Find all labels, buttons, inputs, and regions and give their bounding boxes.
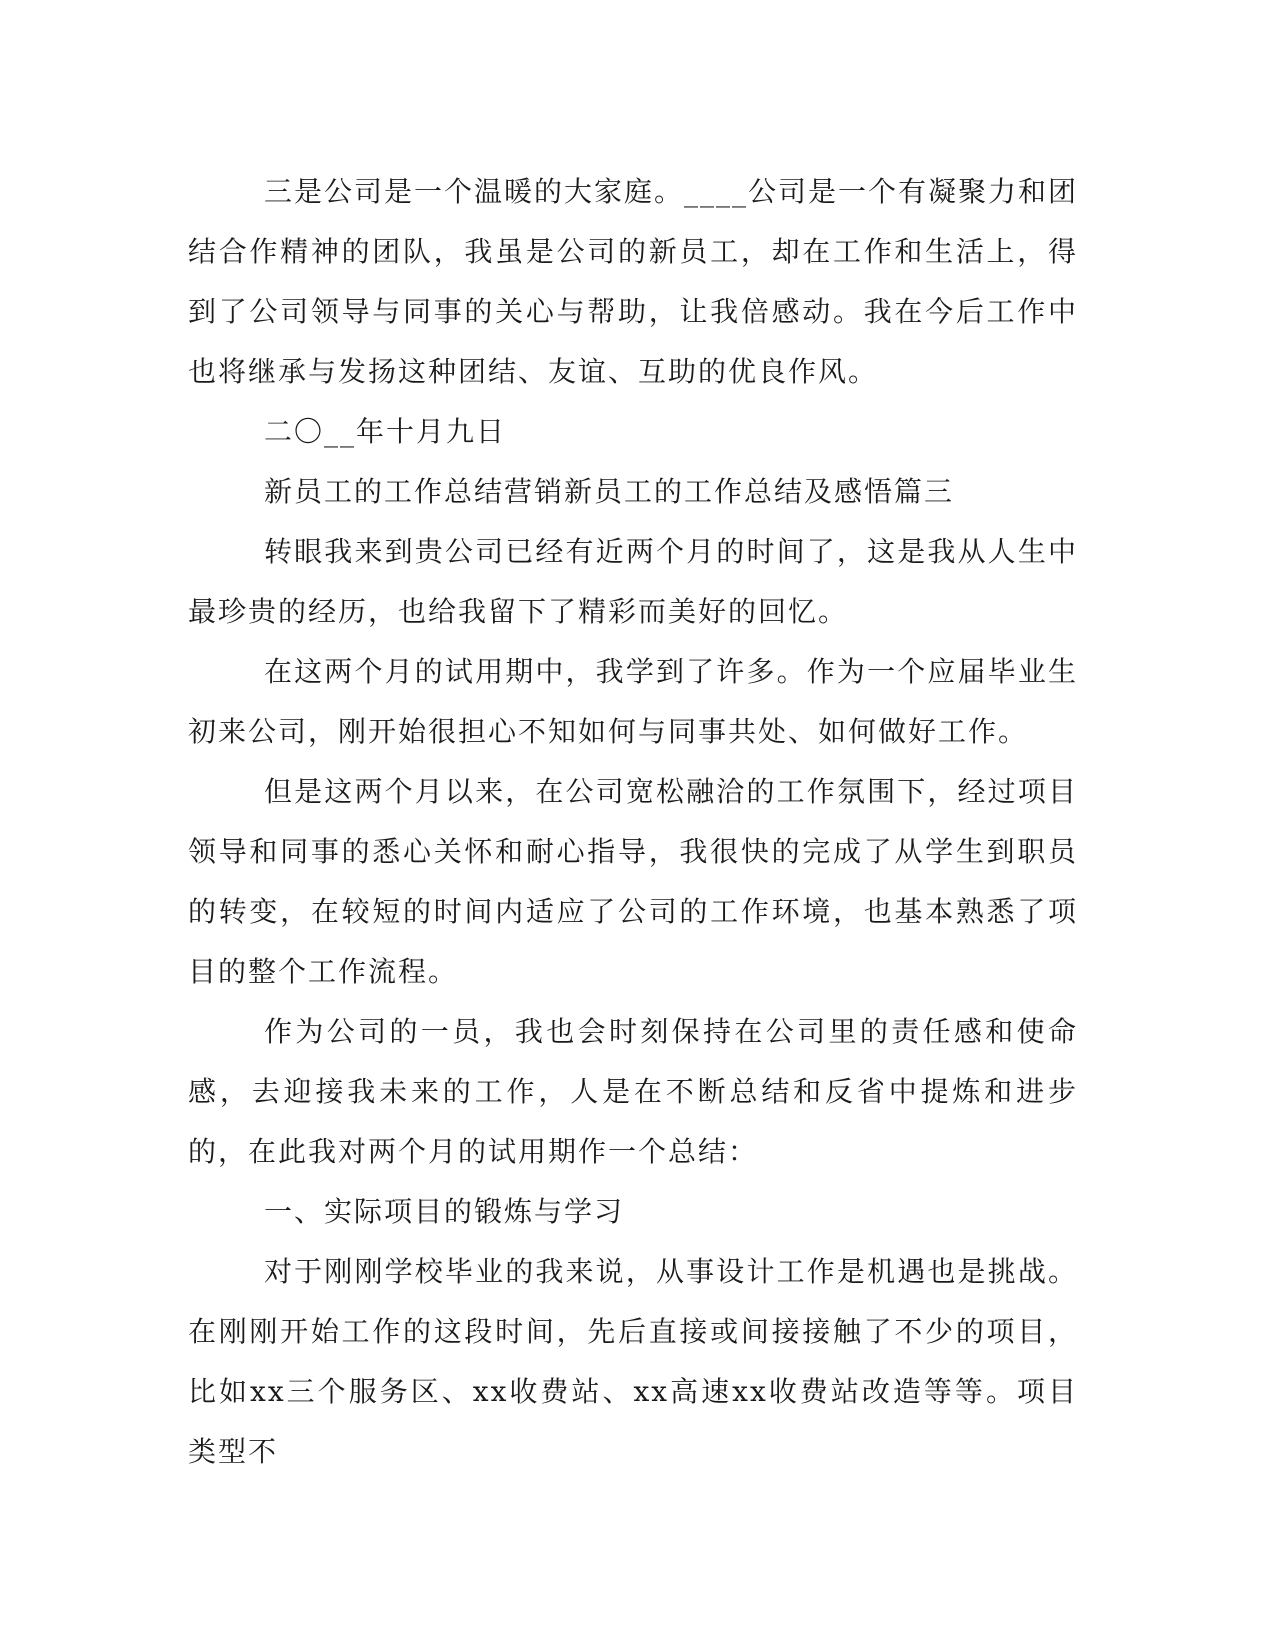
paragraph-probation-learning: 在这两个月的试用期中，我学到了许多。作为一个应届毕业生初来公司，刚开始很担心不知如何与同事共处、如何做好工作。 bbox=[188, 655, 1078, 748]
subheading-project-practice: 一、实际项目的锻炼与学习 bbox=[264, 1195, 625, 1228]
date-line: 二〇__年十月九日 bbox=[264, 415, 507, 448]
section-title: 新员工的工作总结营销新员工的工作总结及感悟篇三 bbox=[264, 475, 955, 508]
paragraph-intro: 转眼我来到贵公司已经有近两个月的时间了，这是我从人生中最珍贵的经历，也给我留下了精彩而美好的回忆。 bbox=[188, 535, 1078, 628]
paragraph-responsibility: 作为公司的一员，我也会时刻保持在公司里的责任感和使命感，去迎接我未来的工作，人是在不断总结和反省中提炼和进步的，在此我对两个月的试用期作一个总结： bbox=[188, 1015, 1078, 1168]
paragraph-company-family: 三是公司是一个温暖的大家庭。____公司是一个有凝聚力和团结合作精神的团队，我虽是公司的新员工，却在工作和生活上，得到了公司领导与同事的关心与帮助，让我倍感动。我在今后工作中也将继承与发扬这种团结、友谊、互助的优良作风。 bbox=[188, 175, 1079, 388]
paragraph-design-work: 对于刚刚学校毕业的我来说，从事设计工作是机遇也是挑战。在刚刚开始工作的这段时间，先后直接或间接接触了不少的项目，比如xx三个服务区、xx收费站、xx高速xx收费站改造等等。项目类型不 bbox=[188, 1255, 1078, 1468]
document-body bbox=[188, 162, 1078, 1482]
paragraph-adaptation: 但是这两个月以来，在公司宽松融洽的工作氛围下，经过项目领导和同事的悉心关怀和耐心指导，我很快的完成了从学生到职员的转变，在较短的时间内适应了公司的工作环境，也基本熟悉了项目的整个工作流程。 bbox=[188, 775, 1078, 988]
